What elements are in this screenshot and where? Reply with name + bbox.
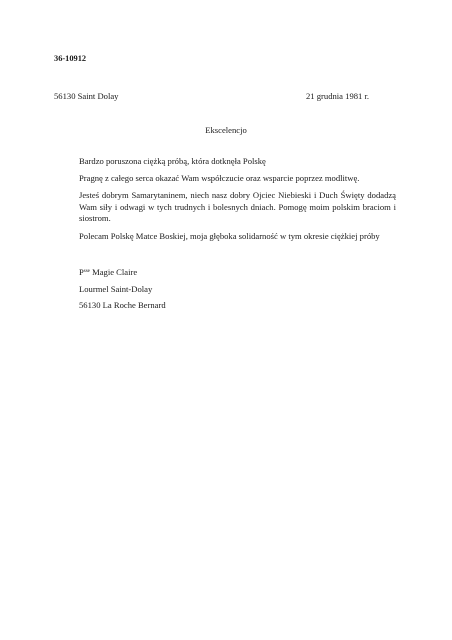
body-paragraph-3: Jesteś dobrym Samarytaninem, niech nasz dobry Ojciec Niebieski i Duch Święty dodadzą Wam siły i odwagi w tych trudnych i bolesnych dniach. Pomogę moim polskim braciom i siostrom. (79, 190, 396, 224)
body-paragraph-2: Pragnę z całego serca okazać Wam współczucie oraz wsparcie poprzez modlitwę. (79, 173, 360, 184)
salutation: Ekscelencjo (205, 125, 247, 135)
signature-address-line-2: 56130 La Roche Bernard (79, 300, 166, 311)
letter-body (79, 156, 396, 248)
body-paragraph-4: Polecam Polskę Matce Boskiej, moja głęboka solidarność w tym okresie ciężkiej próby (79, 231, 380, 242)
signature-name-line (79, 267, 166, 278)
document-reference-number: 36-10912 (54, 54, 87, 63)
signature-address-line-1: Lourmel Saint-Dolay (79, 283, 153, 294)
signature-name: Magie Claire (92, 267, 138, 277)
body-paragraph-1: Bardzo poruszona ciężką próbą, która dotknęła Polskę (79, 156, 266, 166)
signature-title: P (79, 267, 84, 277)
signature-title-superscript: sse (83, 269, 90, 274)
sender-place: 56130 Saint Dolay (54, 91, 119, 101)
signature-block (79, 267, 166, 317)
letter-date: 21 grudnia 1981 r. (306, 91, 370, 101)
